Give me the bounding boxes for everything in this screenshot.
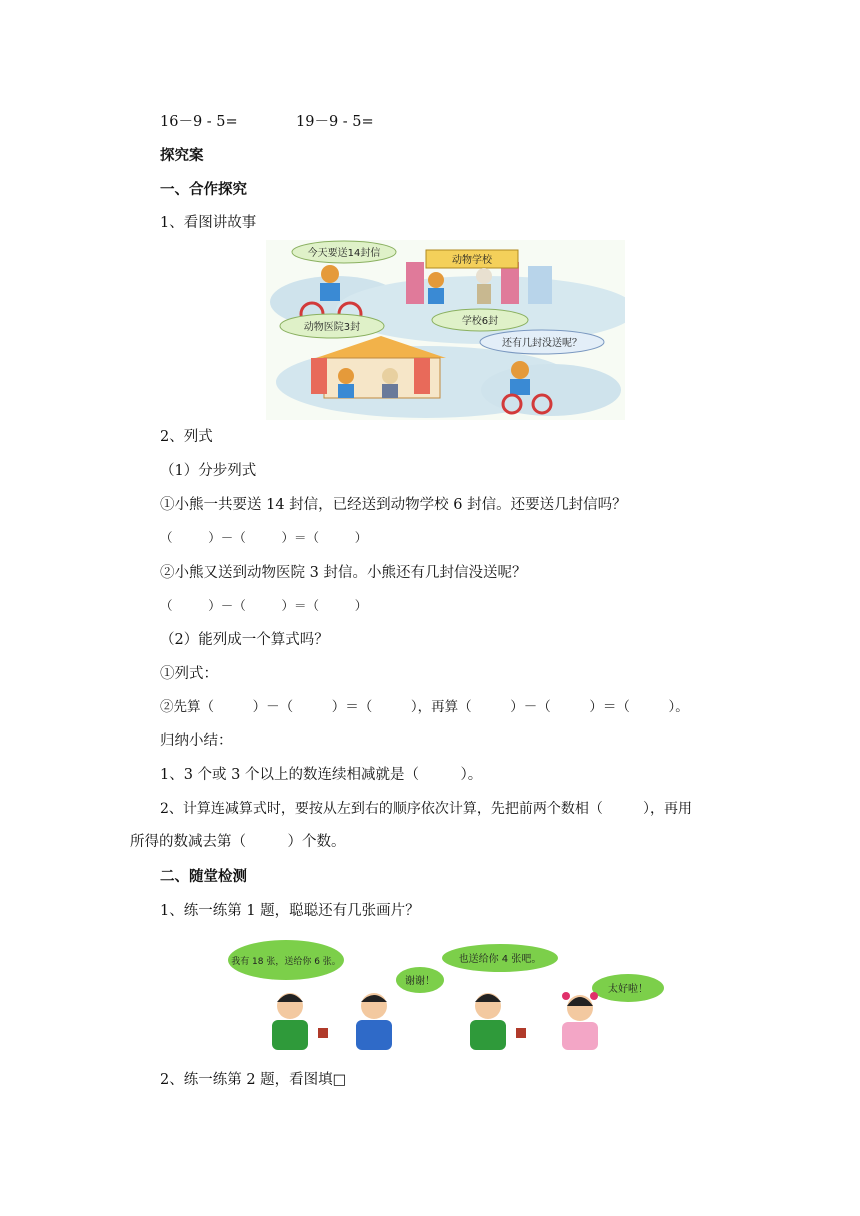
bubble-4: 太好啦！ <box>608 984 648 995</box>
bubble-top-left: 今天要送14封信 <box>307 248 381 259</box>
bubble-hospital: 动物医院3封 <box>303 322 361 333</box>
question-2: ②小熊又送到动物医院 3 封信。小熊还有几封信没送呢？ <box>160 565 527 581</box>
section2-title: 二、随堂检测 <box>160 869 247 885</box>
item2-label: 2、列式 <box>160 429 213 445</box>
item1-label: 1、看图讲故事 <box>160 215 257 231</box>
exercise-2: 19－9 - 5= <box>296 114 374 130</box>
bubble-1: 我有 18 张，送给你 6 张。 <box>231 957 341 967</box>
combine-question: （2）能列成一个算式吗？ <box>160 632 329 648</box>
bubble-question: 还有几封没送呢？ <box>502 338 582 349</box>
summary-2a: 2、计算连减算式时，要按从左到右的顺序依次计算，先把前两个数相（ ），再用 <box>160 801 692 817</box>
practice-1: 1、练一练第 1 题，聪聪还有几张画片？ <box>160 903 420 919</box>
summary-2b: 所得的数减去第（ ）个数。 <box>130 834 346 850</box>
bubble-3: 也送给你 4 张吧。 <box>458 954 542 965</box>
bubble-school: 学校6封 <box>461 316 499 327</box>
summary-1: 1、3 个或 3 个以上的数连续相减就是（ ）。 <box>160 767 483 783</box>
step-by-step: （1）分步列式 <box>160 463 257 479</box>
heading-inquiry: 探究案 <box>160 148 204 164</box>
exercise-1: 16－9 - 5= <box>160 114 238 130</box>
summary-title: 归纳小结： <box>160 733 233 749</box>
school-sign: 动物学校 <box>452 255 492 266</box>
question-1: ①小熊一共要送 14 封信，已经送到动物学校 6 封信。还要送几封信吗？ <box>160 497 627 513</box>
blank-equation-1: （ ）－（ ）＝（ ） <box>160 530 368 545</box>
section1-title: 一、合作探究 <box>160 182 247 198</box>
formula-line: ①列式： <box>160 666 218 682</box>
first-calc-line: ②先算（ ）－（ ）＝（ ），再算（ ）－（ ）＝（ ）。 <box>160 699 689 715</box>
bubble-2: 谢谢！ <box>405 976 435 987</box>
sharing-illustration <box>224 936 666 1056</box>
story-illustration <box>266 240 625 420</box>
blank-equation-2: （ ）－（ ）＝（ ） <box>160 598 368 613</box>
practice-2: 2、练一练第 2 题，看图填□ <box>160 1072 347 1088</box>
